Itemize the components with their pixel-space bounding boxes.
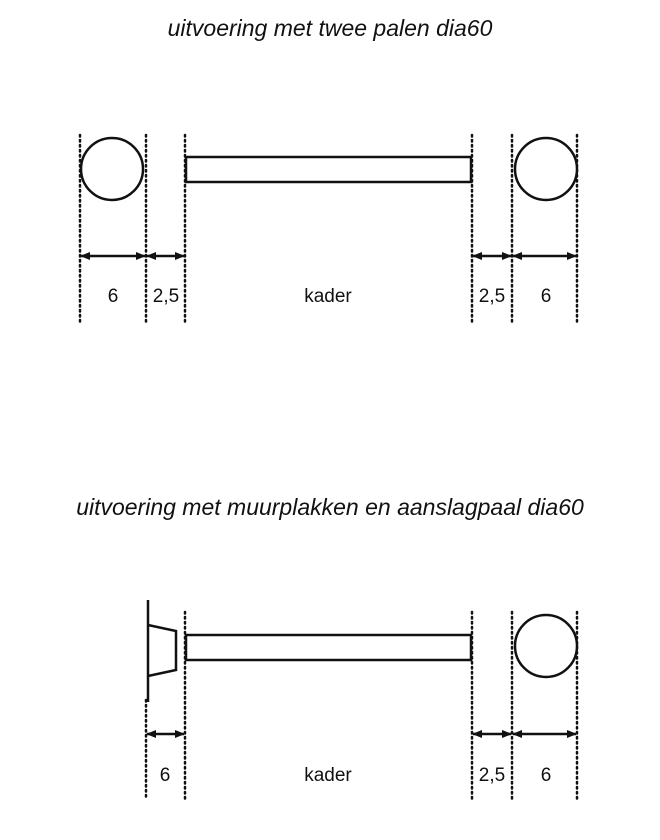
diagram-wall-plates — [76, 494, 584, 800]
frame-bar — [186, 635, 471, 660]
dim-label-frame: kader — [304, 286, 352, 307]
diagram1-title: uitvoering met twee palen dia60 — [167, 15, 493, 41]
dim-label-gap-left: 2,5 — [152, 286, 180, 307]
diagram2-title: uitvoering met muurplakken en aanslagpaal dia60 — [76, 494, 584, 520]
dim-label-gap-right: 2,5 — [478, 286, 506, 307]
dim-label-post-right: 6 — [540, 765, 552, 786]
right-post — [515, 615, 577, 677]
right-post — [515, 138, 577, 200]
dim-label-wall: 6 — [159, 765, 171, 786]
dim-label-post-right: 6 — [540, 286, 552, 307]
wall-plate — [148, 600, 176, 702]
diagram-two-posts — [80, 15, 577, 322]
frame-bar — [186, 157, 471, 182]
dim-label-gap-right: 2,5 — [478, 765, 506, 786]
left-post — [81, 138, 143, 200]
dim-label-frame: kader — [304, 765, 352, 786]
dim-label-post-left: 6 — [107, 286, 119, 307]
